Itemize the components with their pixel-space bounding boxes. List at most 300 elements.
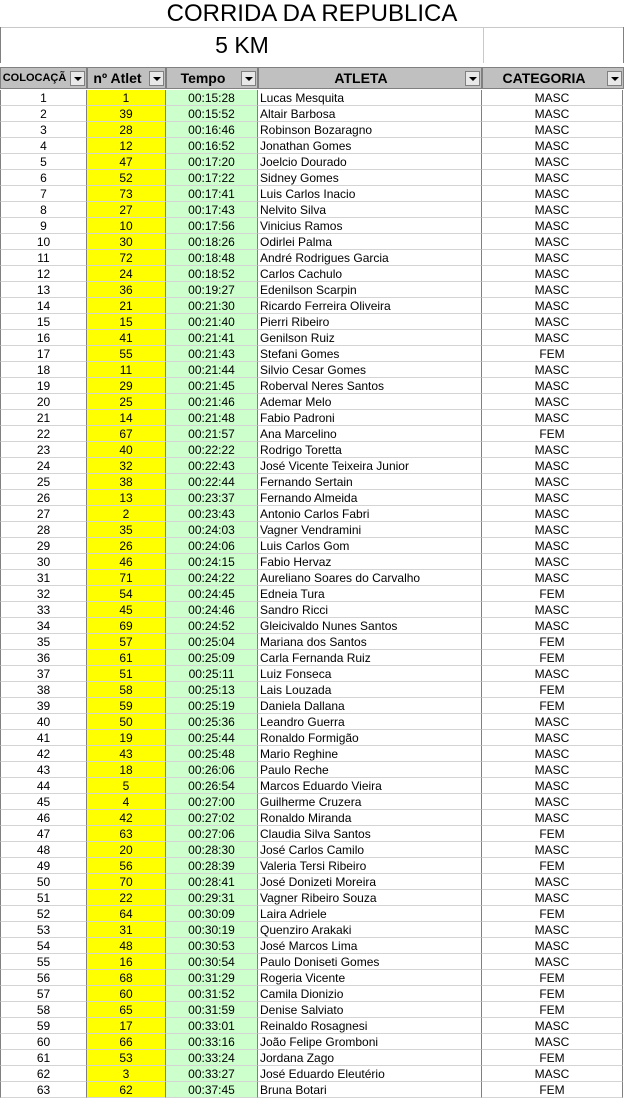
time-cell[interactable]: 00:27:00 bbox=[166, 794, 258, 810]
time-cell[interactable]: 00:30:54 bbox=[166, 954, 258, 970]
athlete-number-cell[interactable]: 72 bbox=[87, 250, 166, 266]
category-cell[interactable]: FEM bbox=[482, 650, 623, 666]
athlete-number-cell[interactable]: 25 bbox=[87, 394, 166, 410]
time-cell[interactable]: 00:21:30 bbox=[166, 298, 258, 314]
athlete-name-cell[interactable]: Rogeria Vicente bbox=[258, 970, 482, 986]
athlete-name-cell[interactable]: Ricardo Ferreira Oliveira bbox=[258, 298, 482, 314]
position-cell[interactable]: 38 bbox=[0, 682, 87, 698]
athlete-number-cell[interactable]: 53 bbox=[87, 1050, 166, 1066]
athlete-number-cell[interactable]: 48 bbox=[87, 938, 166, 954]
category-cell[interactable]: MASC bbox=[482, 314, 623, 330]
position-cell[interactable]: 55 bbox=[0, 954, 87, 970]
category-cell[interactable]: MASC bbox=[482, 138, 623, 154]
position-cell[interactable]: 27 bbox=[0, 506, 87, 522]
athlete-number-cell[interactable]: 3 bbox=[87, 1066, 166, 1082]
category-cell[interactable]: MASC bbox=[482, 490, 623, 506]
category-cell[interactable]: MASC bbox=[482, 570, 623, 586]
time-cell[interactable]: 00:19:27 bbox=[166, 282, 258, 298]
category-cell[interactable]: MASC bbox=[482, 378, 623, 394]
time-cell[interactable]: 00:27:06 bbox=[166, 826, 258, 842]
time-cell[interactable]: 00:24:15 bbox=[166, 554, 258, 570]
position-cell[interactable]: 54 bbox=[0, 938, 87, 954]
time-cell[interactable]: 00:23:37 bbox=[166, 490, 258, 506]
position-cell[interactable]: 41 bbox=[0, 730, 87, 746]
athlete-name-cell[interactable]: Nelvito Silva bbox=[258, 202, 482, 218]
athlete-name-cell[interactable]: Bruna Botari bbox=[258, 1082, 482, 1098]
athlete-name-cell[interactable]: Lais Louzada bbox=[258, 682, 482, 698]
category-cell[interactable]: FEM bbox=[482, 1050, 623, 1066]
athlete-name-cell[interactable]: Robinson Bozaragno bbox=[258, 122, 482, 138]
athlete-number-cell[interactable]: 40 bbox=[87, 442, 166, 458]
category-cell[interactable]: MASC bbox=[482, 922, 623, 938]
athlete-name-cell[interactable]: Denise Salviato bbox=[258, 1002, 482, 1018]
category-cell[interactable]: MASC bbox=[482, 106, 623, 122]
athlete-name-cell[interactable]: Ademar Melo bbox=[258, 394, 482, 410]
athlete-name-cell[interactable]: João Felipe Gromboni bbox=[258, 1034, 482, 1050]
category-cell[interactable]: MASC bbox=[482, 1066, 623, 1082]
position-cell[interactable]: 26 bbox=[0, 490, 87, 506]
position-cell[interactable]: 60 bbox=[0, 1034, 87, 1050]
athlete-name-cell[interactable]: Camila Dionizio bbox=[258, 986, 482, 1002]
time-cell[interactable]: 00:37:45 bbox=[166, 1082, 258, 1098]
category-cell[interactable]: FEM bbox=[482, 906, 623, 922]
position-cell[interactable]: 39 bbox=[0, 698, 87, 714]
time-cell[interactable]: 00:21:45 bbox=[166, 378, 258, 394]
time-cell[interactable]: 00:28:30 bbox=[166, 842, 258, 858]
position-cell[interactable]: 58 bbox=[0, 1002, 87, 1018]
time-cell[interactable]: 00:17:43 bbox=[166, 202, 258, 218]
position-cell[interactable]: 62 bbox=[0, 1066, 87, 1082]
athlete-name-cell[interactable]: Carlos Cachulo bbox=[258, 266, 482, 282]
athlete-name-cell[interactable]: Paulo Doniseti Gomes bbox=[258, 954, 482, 970]
category-cell[interactable]: MASC bbox=[482, 330, 623, 346]
position-cell[interactable]: 34 bbox=[0, 618, 87, 634]
athlete-name-cell[interactable]: Marcos Eduardo Vieira bbox=[258, 778, 482, 794]
athlete-number-cell[interactable]: 66 bbox=[87, 1034, 166, 1050]
athlete-name-cell[interactable]: Fernando Almeida bbox=[258, 490, 482, 506]
athlete-name-cell[interactable]: Stefani Gomes bbox=[258, 346, 482, 362]
filter-dropdown-icon[interactable] bbox=[70, 71, 85, 86]
position-cell[interactable]: 20 bbox=[0, 394, 87, 410]
position-cell[interactable]: 4 bbox=[0, 138, 87, 154]
athlete-number-cell[interactable]: 47 bbox=[87, 154, 166, 170]
athlete-number-cell[interactable]: 28 bbox=[87, 122, 166, 138]
time-cell[interactable]: 00:17:22 bbox=[166, 170, 258, 186]
athlete-number-cell[interactable]: 65 bbox=[87, 1002, 166, 1018]
category-cell[interactable]: MASC bbox=[482, 458, 623, 474]
filter-dropdown-icon[interactable] bbox=[149, 71, 164, 86]
position-cell[interactable]: 36 bbox=[0, 650, 87, 666]
category-cell[interactable]: MASC bbox=[482, 890, 623, 906]
position-cell[interactable]: 11 bbox=[0, 250, 87, 266]
athlete-name-cell[interactable]: Reinaldo Rosagnesi bbox=[258, 1018, 482, 1034]
time-cell[interactable]: 00:17:56 bbox=[166, 218, 258, 234]
position-cell[interactable]: 14 bbox=[0, 298, 87, 314]
athlete-name-cell[interactable]: Claudia Silva Santos bbox=[258, 826, 482, 842]
athlete-name-cell[interactable]: Rodrigo Toretta bbox=[258, 442, 482, 458]
athlete-name-cell[interactable]: André Rodrigues Garcia bbox=[258, 250, 482, 266]
athlete-name-cell[interactable]: Laira Adriele bbox=[258, 906, 482, 922]
position-cell[interactable]: 18 bbox=[0, 362, 87, 378]
athlete-name-cell[interactable]: Edneia Tura bbox=[258, 586, 482, 602]
time-cell[interactable]: 00:17:41 bbox=[166, 186, 258, 202]
athlete-number-cell[interactable]: 24 bbox=[87, 266, 166, 282]
time-cell[interactable]: 00:25:19 bbox=[166, 698, 258, 714]
athlete-name-cell[interactable]: Paulo Reche bbox=[258, 762, 482, 778]
category-cell[interactable]: MASC bbox=[482, 394, 623, 410]
category-cell[interactable]: MASC bbox=[482, 474, 623, 490]
category-cell[interactable]: MASC bbox=[482, 266, 623, 282]
time-cell[interactable]: 00:31:59 bbox=[166, 1002, 258, 1018]
time-cell[interactable]: 00:25:36 bbox=[166, 714, 258, 730]
position-cell[interactable]: 44 bbox=[0, 778, 87, 794]
position-cell[interactable]: 51 bbox=[0, 890, 87, 906]
category-cell[interactable]: MASC bbox=[482, 730, 623, 746]
time-cell[interactable]: 00:31:52 bbox=[166, 986, 258, 1002]
category-cell[interactable]: FEM bbox=[482, 826, 623, 842]
position-cell[interactable]: 1 bbox=[0, 90, 87, 106]
athlete-number-cell[interactable]: 35 bbox=[87, 522, 166, 538]
empty-cell[interactable] bbox=[483, 27, 624, 63]
athlete-name-cell[interactable]: José Vicente Teixeira Junior bbox=[258, 458, 482, 474]
athlete-name-cell[interactable]: Ronaldo Formigão bbox=[258, 730, 482, 746]
category-cell[interactable]: MASC bbox=[482, 522, 623, 538]
time-cell[interactable]: 00:22:22 bbox=[166, 442, 258, 458]
athlete-number-cell[interactable]: 39 bbox=[87, 106, 166, 122]
position-cell[interactable]: 25 bbox=[0, 474, 87, 490]
time-cell[interactable]: 00:15:28 bbox=[166, 90, 258, 106]
time-cell[interactable]: 00:16:52 bbox=[166, 138, 258, 154]
time-cell[interactable]: 00:18:52 bbox=[166, 266, 258, 282]
athlete-number-cell[interactable]: 59 bbox=[87, 698, 166, 714]
position-cell[interactable]: 5 bbox=[0, 154, 87, 170]
category-cell[interactable]: FEM bbox=[482, 858, 623, 874]
athlete-name-cell[interactable]: Luiz Fonseca bbox=[258, 666, 482, 682]
category-cell[interactable]: MASC bbox=[482, 618, 623, 634]
athlete-number-cell[interactable]: 13 bbox=[87, 490, 166, 506]
category-cell[interactable]: FEM bbox=[482, 682, 623, 698]
time-cell[interactable]: 00:25:04 bbox=[166, 634, 258, 650]
time-cell[interactable]: 00:33:01 bbox=[166, 1018, 258, 1034]
category-cell[interactable]: MASC bbox=[482, 186, 623, 202]
athlete-name-cell[interactable]: Sidney Gomes bbox=[258, 170, 482, 186]
time-cell[interactable]: 00:21:41 bbox=[166, 330, 258, 346]
position-cell[interactable]: 13 bbox=[0, 282, 87, 298]
position-cell[interactable]: 57 bbox=[0, 986, 87, 1002]
athlete-name-cell[interactable]: Leandro Guerra bbox=[258, 714, 482, 730]
athlete-name-cell[interactable]: Guilherme Cruzera bbox=[258, 794, 482, 810]
time-cell[interactable]: 00:21:43 bbox=[166, 346, 258, 362]
athlete-number-cell[interactable]: 10 bbox=[87, 218, 166, 234]
time-cell[interactable]: 00:21:40 bbox=[166, 314, 258, 330]
category-cell[interactable]: MASC bbox=[482, 1034, 623, 1050]
time-cell[interactable]: 00:26:54 bbox=[166, 778, 258, 794]
athlete-number-cell[interactable]: 17 bbox=[87, 1018, 166, 1034]
athlete-name-cell[interactable]: Aureliano Soares do Carvalho bbox=[258, 570, 482, 586]
athlete-name-cell[interactable]: Gleicivaldo Nunes Santos bbox=[258, 618, 482, 634]
athlete-number-cell[interactable]: 43 bbox=[87, 746, 166, 762]
position-cell[interactable]: 24 bbox=[0, 458, 87, 474]
position-cell[interactable]: 59 bbox=[0, 1018, 87, 1034]
position-cell[interactable]: 33 bbox=[0, 602, 87, 618]
athlete-number-cell[interactable]: 22 bbox=[87, 890, 166, 906]
category-cell[interactable]: MASC bbox=[482, 954, 623, 970]
athlete-name-cell[interactable]: Ronaldo Miranda bbox=[258, 810, 482, 826]
position-cell[interactable]: 21 bbox=[0, 410, 87, 426]
athlete-name-cell[interactable]: Luis Carlos Gom bbox=[258, 538, 482, 554]
athlete-name-cell[interactable]: Joelcio Dourado bbox=[258, 154, 482, 170]
athlete-name-cell[interactable]: Ana Marcelino bbox=[258, 426, 482, 442]
category-cell[interactable]: MASC bbox=[482, 282, 623, 298]
position-cell[interactable]: 19 bbox=[0, 378, 87, 394]
athlete-name-cell[interactable]: José Marcos Lima bbox=[258, 938, 482, 954]
category-cell[interactable]: MASC bbox=[482, 538, 623, 554]
athlete-name-cell[interactable]: Edenilson Scarpin bbox=[258, 282, 482, 298]
position-cell[interactable]: 30 bbox=[0, 554, 87, 570]
athlete-number-cell[interactable]: 67 bbox=[87, 426, 166, 442]
athlete-name-cell[interactable]: Odirlei Palma bbox=[258, 234, 482, 250]
filter-dropdown-icon[interactable] bbox=[241, 71, 256, 86]
time-cell[interactable]: 00:26:06 bbox=[166, 762, 258, 778]
time-cell[interactable]: 00:18:26 bbox=[166, 234, 258, 250]
position-cell[interactable]: 2 bbox=[0, 106, 87, 122]
athlete-name-cell[interactable]: Jordana Zago bbox=[258, 1050, 482, 1066]
athlete-number-cell[interactable]: 50 bbox=[87, 714, 166, 730]
category-cell[interactable]: MASC bbox=[482, 842, 623, 858]
category-cell[interactable]: MASC bbox=[482, 122, 623, 138]
athlete-name-cell[interactable]: Quenziro Arakaki bbox=[258, 922, 482, 938]
athlete-number-cell[interactable]: 62 bbox=[87, 1082, 166, 1098]
athlete-number-cell[interactable]: 54 bbox=[87, 586, 166, 602]
category-cell[interactable]: MASC bbox=[482, 602, 623, 618]
athlete-name-cell[interactable]: José Eduardo Eleutério bbox=[258, 1066, 482, 1082]
time-cell[interactable]: 00:22:44 bbox=[166, 474, 258, 490]
athlete-number-cell[interactable]: 60 bbox=[87, 986, 166, 1002]
athlete-number-cell[interactable]: 1 bbox=[87, 90, 166, 106]
time-cell[interactable]: 00:27:02 bbox=[166, 810, 258, 826]
athlete-number-cell[interactable]: 29 bbox=[87, 378, 166, 394]
athlete-number-cell[interactable]: 14 bbox=[87, 410, 166, 426]
athlete-name-cell[interactable]: Vagner Ribeiro Souza bbox=[258, 890, 482, 906]
position-cell[interactable]: 16 bbox=[0, 330, 87, 346]
athlete-number-cell[interactable]: 58 bbox=[87, 682, 166, 698]
category-cell[interactable]: MASC bbox=[482, 442, 623, 458]
category-cell[interactable]: FEM bbox=[482, 346, 623, 362]
position-cell[interactable]: 45 bbox=[0, 794, 87, 810]
time-cell[interactable]: 00:24:06 bbox=[166, 538, 258, 554]
time-cell[interactable]: 00:18:48 bbox=[166, 250, 258, 266]
category-cell[interactable]: FEM bbox=[482, 1002, 623, 1018]
time-cell[interactable]: 00:25:09 bbox=[166, 650, 258, 666]
athlete-name-cell[interactable]: Mariana dos Santos bbox=[258, 634, 482, 650]
position-cell[interactable]: 47 bbox=[0, 826, 87, 842]
category-cell[interactable]: FEM bbox=[482, 986, 623, 1002]
time-cell[interactable]: 00:23:43 bbox=[166, 506, 258, 522]
athlete-number-cell[interactable]: 4 bbox=[87, 794, 166, 810]
category-cell[interactable]: FEM bbox=[482, 634, 623, 650]
category-cell[interactable]: MASC bbox=[482, 714, 623, 730]
position-cell[interactable]: 32 bbox=[0, 586, 87, 602]
position-cell[interactable]: 23 bbox=[0, 442, 87, 458]
athlete-name-cell[interactable]: Lucas Mesquita bbox=[258, 90, 482, 106]
category-cell[interactable]: MASC bbox=[482, 762, 623, 778]
athlete-number-cell[interactable]: 41 bbox=[87, 330, 166, 346]
athlete-name-cell[interactable]: Antonio Carlos Fabri bbox=[258, 506, 482, 522]
time-cell[interactable]: 00:21:44 bbox=[166, 362, 258, 378]
time-cell[interactable]: 00:33:24 bbox=[166, 1050, 258, 1066]
athlete-number-cell[interactable]: 68 bbox=[87, 970, 166, 986]
athlete-name-cell[interactable]: Genilson Ruiz bbox=[258, 330, 482, 346]
time-cell[interactable]: 00:22:43 bbox=[166, 458, 258, 474]
time-cell[interactable]: 00:24:22 bbox=[166, 570, 258, 586]
position-cell[interactable]: 46 bbox=[0, 810, 87, 826]
athlete-name-cell[interactable]: Roberval Neres Santos bbox=[258, 378, 482, 394]
athlete-number-cell[interactable]: 12 bbox=[87, 138, 166, 154]
time-cell[interactable]: 00:25:44 bbox=[166, 730, 258, 746]
athlete-name-cell[interactable]: Fabio Padroni bbox=[258, 410, 482, 426]
athlete-number-cell[interactable]: 30 bbox=[87, 234, 166, 250]
category-cell[interactable]: MASC bbox=[482, 746, 623, 762]
athlete-name-cell[interactable]: José Carlos Camilo bbox=[258, 842, 482, 858]
time-cell[interactable]: 00:31:29 bbox=[166, 970, 258, 986]
athlete-name-cell[interactable]: Vagner Vendramini bbox=[258, 522, 482, 538]
position-cell[interactable]: 35 bbox=[0, 634, 87, 650]
category-cell[interactable]: MASC bbox=[482, 298, 623, 314]
time-cell[interactable]: 00:25:11 bbox=[166, 666, 258, 682]
athlete-number-cell[interactable]: 20 bbox=[87, 842, 166, 858]
position-cell[interactable]: 31 bbox=[0, 570, 87, 586]
athlete-number-cell[interactable]: 69 bbox=[87, 618, 166, 634]
athlete-number-cell[interactable]: 64 bbox=[87, 906, 166, 922]
category-cell[interactable]: MASC bbox=[482, 666, 623, 682]
athlete-name-cell[interactable]: Altair Barbosa bbox=[258, 106, 482, 122]
category-cell[interactable]: FEM bbox=[482, 698, 623, 714]
time-cell[interactable]: 00:24:03 bbox=[166, 522, 258, 538]
athlete-number-cell[interactable]: 19 bbox=[87, 730, 166, 746]
athlete-name-cell[interactable]: Vinicius Ramos bbox=[258, 218, 482, 234]
athlete-number-cell[interactable]: 26 bbox=[87, 538, 166, 554]
position-cell[interactable]: 10 bbox=[0, 234, 87, 250]
time-cell[interactable]: 00:25:13 bbox=[166, 682, 258, 698]
time-cell[interactable]: 00:28:41 bbox=[166, 874, 258, 890]
position-cell[interactable]: 43 bbox=[0, 762, 87, 778]
category-cell[interactable]: MASC bbox=[482, 218, 623, 234]
time-cell[interactable]: 00:21:57 bbox=[166, 426, 258, 442]
athlete-name-cell[interactable]: Jonathan Gomes bbox=[258, 138, 482, 154]
athlete-number-cell[interactable]: 38 bbox=[87, 474, 166, 490]
athlete-name-cell[interactable]: Valeria Tersi Ribeiro bbox=[258, 858, 482, 874]
position-cell[interactable]: 50 bbox=[0, 874, 87, 890]
athlete-name-cell[interactable]: Mario Reghine bbox=[258, 746, 482, 762]
position-cell[interactable]: 29 bbox=[0, 538, 87, 554]
category-cell[interactable]: MASC bbox=[482, 554, 623, 570]
position-cell[interactable]: 3 bbox=[0, 122, 87, 138]
category-cell[interactable]: MASC bbox=[482, 410, 623, 426]
athlete-number-cell[interactable]: 55 bbox=[87, 346, 166, 362]
athlete-name-cell[interactable]: Fernando Sertain bbox=[258, 474, 482, 490]
athlete-name-cell[interactable]: Carla Fernanda Ruiz bbox=[258, 650, 482, 666]
category-cell[interactable]: FEM bbox=[482, 970, 623, 986]
athlete-name-cell[interactable]: Sandro Ricci bbox=[258, 602, 482, 618]
position-cell[interactable]: 8 bbox=[0, 202, 87, 218]
athlete-number-cell[interactable]: 16 bbox=[87, 954, 166, 970]
athlete-number-cell[interactable]: 2 bbox=[87, 506, 166, 522]
athlete-number-cell[interactable]: 42 bbox=[87, 810, 166, 826]
category-cell[interactable]: MASC bbox=[482, 938, 623, 954]
filter-dropdown-icon[interactable] bbox=[465, 71, 480, 86]
time-cell[interactable]: 00:24:45 bbox=[166, 586, 258, 602]
time-cell[interactable]: 00:16:46 bbox=[166, 122, 258, 138]
position-cell[interactable]: 12 bbox=[0, 266, 87, 282]
position-cell[interactable]: 53 bbox=[0, 922, 87, 938]
athlete-number-cell[interactable]: 51 bbox=[87, 666, 166, 682]
athlete-name-cell[interactable]: José Donizeti Moreira bbox=[258, 874, 482, 890]
category-cell[interactable]: MASC bbox=[482, 874, 623, 890]
athlete-number-cell[interactable]: 46 bbox=[87, 554, 166, 570]
time-cell[interactable]: 00:29:31 bbox=[166, 890, 258, 906]
time-cell[interactable]: 00:24:46 bbox=[166, 602, 258, 618]
category-cell[interactable]: FEM bbox=[482, 586, 623, 602]
time-cell[interactable]: 00:28:39 bbox=[166, 858, 258, 874]
category-cell[interactable]: MASC bbox=[482, 234, 623, 250]
time-cell[interactable]: 00:25:48 bbox=[166, 746, 258, 762]
athlete-number-cell[interactable]: 15 bbox=[87, 314, 166, 330]
athlete-number-cell[interactable]: 36 bbox=[87, 282, 166, 298]
athlete-number-cell[interactable]: 52 bbox=[87, 170, 166, 186]
category-cell[interactable]: MASC bbox=[482, 810, 623, 826]
athlete-number-cell[interactable]: 21 bbox=[87, 298, 166, 314]
athlete-number-cell[interactable]: 63 bbox=[87, 826, 166, 842]
position-cell[interactable]: 22 bbox=[0, 426, 87, 442]
category-cell[interactable]: MASC bbox=[482, 170, 623, 186]
position-cell[interactable]: 48 bbox=[0, 842, 87, 858]
category-cell[interactable]: FEM bbox=[482, 1082, 623, 1098]
time-cell[interactable]: 00:33:16 bbox=[166, 1034, 258, 1050]
athlete-number-cell[interactable]: 71 bbox=[87, 570, 166, 586]
athlete-number-cell[interactable]: 56 bbox=[87, 858, 166, 874]
time-cell[interactable]: 00:21:48 bbox=[166, 410, 258, 426]
time-cell[interactable]: 00:24:52 bbox=[166, 618, 258, 634]
category-cell[interactable]: MASC bbox=[482, 362, 623, 378]
athlete-name-cell[interactable]: Daniela Dallana bbox=[258, 698, 482, 714]
position-cell[interactable]: 40 bbox=[0, 714, 87, 730]
position-cell[interactable]: 52 bbox=[0, 906, 87, 922]
athlete-name-cell[interactable]: Silvio Cesar Gomes bbox=[258, 362, 482, 378]
category-cell[interactable]: MASC bbox=[482, 794, 623, 810]
category-cell[interactable]: MASC bbox=[482, 506, 623, 522]
time-cell[interactable]: 00:30:09 bbox=[166, 906, 258, 922]
time-cell[interactable]: 00:30:19 bbox=[166, 922, 258, 938]
position-cell[interactable]: 28 bbox=[0, 522, 87, 538]
position-cell[interactable]: 42 bbox=[0, 746, 87, 762]
athlete-name-cell[interactable]: Luis Carlos Inacio bbox=[258, 186, 482, 202]
athlete-name-cell[interactable]: Pierri Ribeiro bbox=[258, 314, 482, 330]
athlete-number-cell[interactable]: 27 bbox=[87, 202, 166, 218]
time-cell[interactable]: 00:17:20 bbox=[166, 154, 258, 170]
category-cell[interactable]: MASC bbox=[482, 154, 623, 170]
category-cell[interactable]: FEM bbox=[482, 426, 623, 442]
filter-dropdown-icon[interactable] bbox=[607, 71, 622, 86]
athlete-number-cell[interactable]: 61 bbox=[87, 650, 166, 666]
position-cell[interactable]: 61 bbox=[0, 1050, 87, 1066]
position-cell[interactable]: 56 bbox=[0, 970, 87, 986]
athlete-number-cell[interactable]: 5 bbox=[87, 778, 166, 794]
position-cell[interactable]: 6 bbox=[0, 170, 87, 186]
category-cell[interactable]: MASC bbox=[482, 90, 623, 106]
athlete-number-cell[interactable]: 70 bbox=[87, 874, 166, 890]
category-cell[interactable]: MASC bbox=[482, 1018, 623, 1034]
time-cell[interactable]: 00:33:27 bbox=[166, 1066, 258, 1082]
